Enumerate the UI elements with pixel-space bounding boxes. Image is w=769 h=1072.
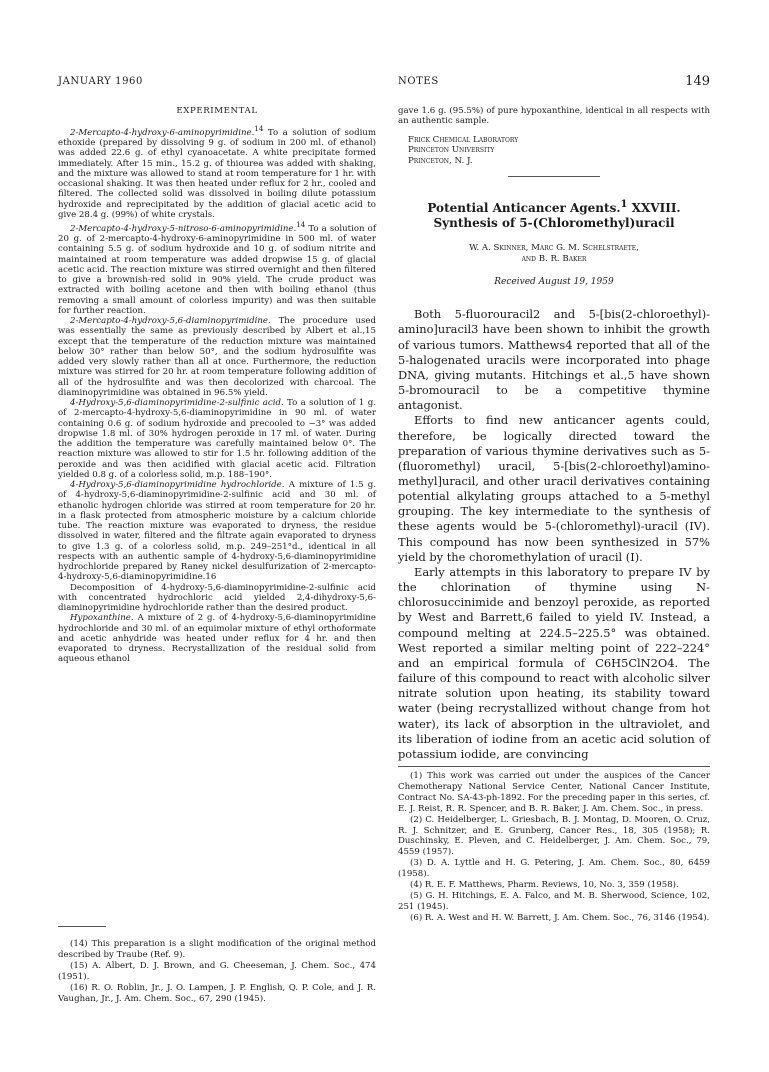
- title-main: Potential Anticancer Agents.: [427, 201, 621, 216]
- compound-name: Hypoxanthine.: [70, 613, 134, 624]
- affiliation-line: Princeton, N. J.: [408, 155, 473, 166]
- affiliation-block: [408, 135, 710, 167]
- body-paragraph: Efforts to find new anticancer agents could, therefore, be logically directed toward the preparation of various thymine derivatives such as 5-(fluoromethyl) uracil, 5-[bis(2-chloroethyl)amino-methyl]uracil, and other uracil derivatives containing potential alkylating groups attached to a 5-methyl grouping. The key intermediate to the synthesis of these agents would be 5-(chloromethyl)-uracil (IV). This compound has now been synthesized in 57% yield by the choromethylation of uracil (I).: [398, 413, 710, 564]
- paragraph-text: To a solution of sodium ethoxide (prepared by dissolving 9 g. of sodium in 200 ml. of ethanol) was added 22.6 g. of ethyl cyanoacetate. A white precipitate formed immediately. After 15 min., 15.2 g. of thiourea was added with shaking, and the mixture was allowed to stand at room temperature for 1 hr. with occasional shaking. It was then heated under reflux for 2 hr., cooled and filtered. The collected solid was dissolved in boiling dilute potassium hydroxide and reprecipitated by the addition of glacial acetic acid to give 28.4 g. (99%) of white crystals.: [58, 127, 376, 220]
- compound-name: 2-Mercapto-4-hydroxy-5-nitroso-6-aminopyrimidine.: [70, 223, 297, 234]
- footnote-item: (5) G. H. Hitchings, E. A. Falco, and M. B. Sherwood, Science, 102, 251 (1945).: [398, 890, 710, 912]
- affiliation-line: Frick Chemical Laboratory: [408, 134, 519, 145]
- paragraph-text: To a solution of 1 g. of 2-mercapto-4-hydroxy-5,6-diaminopyrimidine in 90 ml. of water containing 0.6 g. of sodium hydroxide and precooled to −3° was added dropwise 1.8 ml. of 30% hydrogen peroxide in 17 ml. of water. During the addition the temperature was carefully maintained below 0°. The reaction mixture was allowed to stir for 1.5 hr. following addition of the peroxide and was then acidified with glacial acetic acid. Filtration yielded 0.8 g. of a colorless solid, m.p. 188–190°.: [58, 398, 376, 480]
- header-section: NOTES: [398, 76, 439, 87]
- footnote-item: (1) This work was carried out under the auspices of the Cancer Chemotherapy National Service Center, National Cancer Institute, Contract No. SA-43-ph-1892. For the preceding paper in this series, cf. E. J. Reist, R. R. Spencer, and B. R. Baker, J. Am. Chem. Soc., in press.: [398, 770, 710, 814]
- reference-list: [58, 939, 376, 1004]
- body-paragraph: Early attempts in this laboratory to prepare IV by the chlorination of thymine using N-chlorosuccinimide and benzoyl peroxide, as reported by West and Barrett,6 failed to yield IV. Instead, a compound melting at 224.5–225.5° was obtained. West reported a similar melting point of 222–224° and an empirical formula of C6H5ClN2O4. The failure of this compound to react with alcoholic silver nitrate solution upon heating, its stability toward water (being recrystallized without change from hot water), its lack of absorption in the ultraviolet, and its liberation of iodine from an acetic acid solution of potassium iodide, are convincing: [398, 564, 710, 761]
- article-body: [398, 307, 710, 762]
- left-column: [58, 106, 376, 665]
- paragraph-text: The procedure used was essentially the same as previously described by Albert et al.,15 except that the temperature of the reduction mixture was maintained below 30° rather than below 50°, and the sodium hydrosulfite was added very slowly rather than all at once. Furthermore, the reduction mixture was stirred for 20 hr. at room temperature following addition of all of the hydrosulfite and was then decolorized with charcoal. The diaminopyrimidine was obtained in 96.5% yield.: [58, 316, 376, 398]
- compound-name: 2-Mercapto-4-hydroxy-6-aminopyrimidine.: [70, 127, 255, 138]
- title-line: [398, 197, 710, 216]
- footnote-item: (6) R. A. West and H. W. Barrett, J. Am. Chem. Soc., 76, 3146 (1954).: [410, 912, 710, 923]
- footnote-item: (4) R. E. F. Matthews, Pharm. Reviews, 10, No. 3, 359 (1958).: [410, 880, 679, 891]
- footnote-list: [398, 771, 710, 924]
- title-series-number: XXVIII.: [627, 201, 681, 216]
- footnote-marker: 14: [296, 220, 306, 230]
- experimental-paragraph: [58, 220, 376, 316]
- title-subtitle: Synthesis of 5-(Chloromethyl)uracil: [433, 216, 675, 231]
- footnote-divider: [58, 926, 106, 927]
- paragraph-text: A mixture of 1.5 g. of 4-hydroxy-5,6-diaminopyrimidine-2-sulfinic acid and 30 ml. of ethanolic hydrogen chloride was stirred at room temperature for 20 hr. in a flask protected from atmospheric moisture by a calcium chloride tube. The reaction mixture was evaporated to dryness, the residue dissolved in water, filtered and the filtrate again evaporated to dryness to give 1.3 g. of a colorless solid, m.p. 249–251°d., identical in all respects with an authentic sample of 4-hydroxy-5,6-diaminopyrimidine hydrochloride prepared by Raney nickel desulfurization of 2-mercapto-4-hydroxy-5,6-diaminopyrimidine.16: [58, 480, 376, 583]
- paragraph-text: Decomposition of 4-hydroxy-5,6-diaminopyrimidine-2-sulfinic acid with concentrated hydrochloric acid yielded 2,4-dihydroxy-5,6-diaminopyrimidine hydrochloride rather than the desired product.: [58, 582, 376, 614]
- experimental-paragraph: [58, 583, 376, 614]
- compound-name: 4-Hydroxy-5,6-diaminopyrimidine-2-sulfinic acid.: [70, 398, 284, 409]
- section-heading: EXPERIMENTAL: [176, 106, 258, 116]
- author-line: and B. R. Baker: [521, 254, 587, 265]
- running-header: [58, 76, 710, 92]
- header-date: JANUARY 1960: [58, 76, 143, 87]
- body-paragraph: Both 5-fluorouracil2 and 5-[bis(2-chloroethyl)-amino]uracil3 have been shown to inhibit the growth of various tumors. Matthews4 reported that all of the 5-halogenated uracils were incorporated into phage DNA, giving mutants. Hitchings et al.,5 have shown 5-bromouracil to be a competitive thymine antagonist.: [398, 307, 710, 413]
- continuation-paragraph: gave 1.6 g. (95.5%) of pure hypoxanthine, identical in all respects with an authentic sample.: [398, 106, 710, 127]
- left-references: [58, 914, 376, 1004]
- footnote-divider: [398, 766, 710, 767]
- reference-item: (14) This preparation is a slight modification of the original method described by Traube (Ref. 9).: [58, 939, 376, 960]
- paragraph-text: A mixture of 2 g. of 4-hydroxy-5,6-diaminopyrimidine hydrochloride and 30 ml. of an equimolar mixture of ethyl orthoformate and acetic anhydride was heated under reflux for 4 hr. and then evaporated to dryness. Recrystallization of the residual solid from aqueous ethanol: [58, 613, 376, 665]
- paragraph-text: To a solution of 20 g. of 2-mercapto-4-hydroxy-6-aminopyrimidine in 500 ml. of water containing 5.5 g. of sodium hydroxide and 10 g. of sodium nitrite and maintained at room temperature was added dropwise 15 g. of glacial acetic acid. The reaction mixture was stirred overnight and then filtered to give a brownish-red solid in 90% yield. The crude product was extracted with boiling acetone and then with boiling ethanol (thus removing a small amount of colorless impurity) and was then suitable for further reaction.: [58, 223, 376, 316]
- compound-name: 2-Mercapto-4-hydroxy-5,6-diaminopyrimidine.: [70, 316, 271, 327]
- experimental-paragraph: [58, 480, 376, 583]
- affiliation-line: Princeton University: [408, 145, 495, 156]
- page-number: 149: [685, 74, 710, 89]
- compound-name: 4-Hydroxy-5,6-diaminopyrimidine hydrochloride.: [70, 480, 285, 491]
- footnote-item: (2) C. Heidelberger, L. Griesbach, B. J. Montag, D. Mooren, O. Cruz, R. J. Schnitzer, and E. Grunberg, Cancer Res., 18, 305 (1958); R. Duschinsky, E. Pleven, and C. Heidelberger, J. Am. Chem. Soc., 79, 4559 (1957).: [398, 814, 710, 858]
- experimental-section: [58, 124, 376, 665]
- author-line: W. A. Skinner, Marc G. M. Schelstraete,: [469, 243, 639, 254]
- footnote-marker: 1: [620, 199, 628, 211]
- experimental-paragraph: [58, 613, 376, 664]
- article-divider: [508, 176, 600, 177]
- footnote-item: (3) D. A. Lyttle and H. G. Petering, J. Am. Chem. Soc., 80, 6459 (1958).: [398, 858, 710, 880]
- article-title: [398, 197, 710, 231]
- reference-item: (15) A. Albert, D. J. Brown, and G. Cheeseman, J. Chem. Soc., 474 (1951).: [58, 960, 376, 982]
- continuation-text: [398, 106, 710, 127]
- right-column: [398, 106, 710, 924]
- experimental-paragraph: [58, 124, 376, 220]
- author-list: [398, 243, 710, 265]
- experimental-paragraph: [58, 398, 376, 480]
- experimental-paragraph: [58, 316, 376, 398]
- reference-item: (16) R. O. Roblin, Jr., J. O. Lampen, J. P. English, Q. P. Cole, and J. R. Vaughan, Jr., J. Am. Chem. Soc., 67, 290 (1945).: [58, 982, 376, 1004]
- footnote-marker: 14: [254, 124, 264, 133]
- received-date: Received August 19, 1959: [494, 277, 614, 288]
